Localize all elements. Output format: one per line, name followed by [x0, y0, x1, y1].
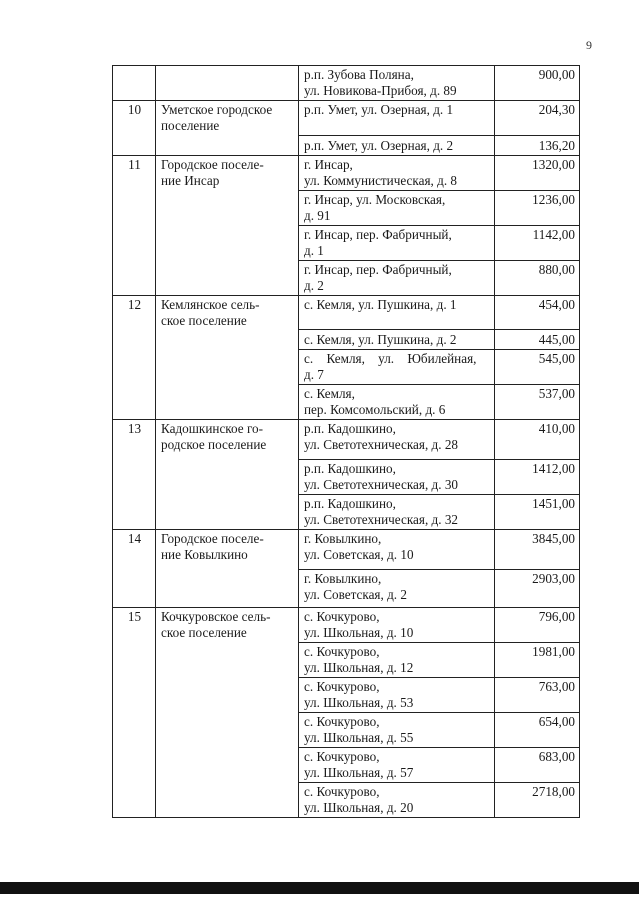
amount-cell: 654,00 [495, 713, 580, 748]
settlement-name [156, 420, 299, 530]
settlement-name [156, 101, 299, 156]
address-cell [299, 226, 495, 261]
table-row [113, 156, 580, 191]
settlement-line: ское поселение [161, 313, 247, 328]
address-line: ул. Коммунистическая, д. 8 [304, 173, 458, 188]
address-cell [299, 296, 495, 330]
address-line: ул. Светотехническая, д. 32 [304, 512, 459, 527]
address-cell [299, 748, 495, 783]
table-row [113, 420, 580, 460]
settlement-line: ское поселение [161, 625, 247, 640]
address-line: ул. Советская, д. 2 [304, 587, 407, 602]
amount-cell: 136,20 [495, 136, 580, 156]
address-cell [299, 783, 495, 818]
address-line: р.п. Кадошкино, [304, 421, 396, 436]
settlement-line: Уметское городское [161, 102, 273, 117]
amount-cell: 410,00 [495, 420, 580, 460]
settlement-line: Кемлянское сель- [161, 297, 260, 312]
address-line: ул. Светотехническая, д. 30 [304, 477, 459, 492]
address-cell [299, 156, 495, 191]
address-line: р.п. Умет, ул. Озерная, д. 2 [304, 138, 454, 153]
address-line: ул. Новикова-Прибоя, д. 89 [304, 83, 457, 98]
table-row [113, 296, 580, 330]
amount-cell: 2718,00 [495, 783, 580, 818]
address-line: р.п. Умет, ул. Озерная, д. 1 [304, 102, 454, 117]
row-number: 13 [113, 420, 156, 530]
address-line: р.п. Кадошкино, [304, 461, 396, 476]
address-line: ул. Школьная, д. 12 [304, 660, 414, 675]
address-line: с. Кочкурово, [304, 749, 380, 764]
settlement-line: Кадошкинское го- [161, 421, 264, 436]
address-cell [299, 643, 495, 678]
address-line: с. Кочкурово, [304, 714, 380, 729]
address-cell [299, 608, 495, 643]
amount-cell: 1412,00 [495, 460, 580, 495]
address-cell [299, 66, 495, 101]
table-row [113, 66, 580, 101]
address-line: ул. Школьная, д. 53 [304, 695, 414, 710]
address-cell [299, 570, 495, 608]
address-line: с. Кемля, ул. Юбилейная, [304, 351, 477, 366]
address-line: г. Инсар, [304, 157, 353, 172]
amount-cell: 683,00 [495, 748, 580, 783]
amount-cell: 1451,00 [495, 495, 580, 530]
scan-edge-bar [0, 882, 639, 894]
amount-cell: 537,00 [495, 385, 580, 420]
address-cell [299, 713, 495, 748]
table-row [113, 101, 580, 136]
amount-cell: 1981,00 [495, 643, 580, 678]
settlement-line: Городское поселе- [161, 157, 264, 172]
row-number: 10 [113, 101, 156, 156]
address-cell [299, 350, 495, 385]
address-line: д. 91 [304, 208, 331, 223]
settlement-line: поселение [161, 118, 220, 133]
address-line: г. Инсар, пер. Фабричный, [304, 227, 452, 242]
address-line: ул. Советская, д. 10 [304, 547, 414, 562]
address-cell [299, 261, 495, 296]
row-number: 14 [113, 530, 156, 608]
page-number: 9 [586, 38, 592, 52]
address-line: ул. Светотехническая, д. 28 [304, 437, 459, 452]
address-line: д. 7 [304, 367, 324, 382]
amount-cell: 545,00 [495, 350, 580, 385]
settlements-table [112, 65, 580, 818]
amount-cell: 880,00 [495, 261, 580, 296]
row-number: 15 [113, 608, 156, 818]
address-cell [299, 101, 495, 136]
settlement-name [156, 608, 299, 818]
address-cell [299, 495, 495, 530]
address-line: г. Ковылкино, [304, 531, 382, 546]
address-line: ул. Школьная, д. 10 [304, 625, 414, 640]
settlement-name [156, 296, 299, 420]
address-line: с. Кочкурово, [304, 784, 380, 799]
address-line: с. Кочкурово, [304, 609, 380, 624]
address-cell [299, 530, 495, 570]
address-line: ул. Школьная, д. 57 [304, 765, 414, 780]
settlement-line: Городское поселе- [161, 531, 264, 546]
address-line: р.п. Зубова Поляна, [304, 67, 414, 82]
address-line: с. Кемля, [304, 386, 355, 401]
amount-cell: 454,00 [495, 296, 580, 330]
amount-cell: 2903,00 [495, 570, 580, 608]
table-row [113, 530, 580, 570]
address-line: с. Кемля, ул. Пушкина, д. 2 [304, 332, 457, 347]
amount-cell: 900,00 [495, 66, 580, 101]
amount-cell: 1142,00 [495, 226, 580, 261]
row-number: 11 [113, 156, 156, 296]
amount-cell: 3845,00 [495, 530, 580, 570]
address-cell [299, 678, 495, 713]
address-line: ул. Школьная, д. 55 [304, 730, 414, 745]
amount-cell: 204,30 [495, 101, 580, 136]
amount-cell: 1320,00 [495, 156, 580, 191]
address-line: д. 1 [304, 243, 324, 258]
address-line: с. Кочкурово, [304, 679, 380, 694]
settlement-line: ние Инсар [161, 173, 220, 188]
address-line: г. Инсар, пер. Фабричный, [304, 262, 452, 277]
address-cell [299, 385, 495, 420]
address-line: ул. Школьная, д. 20 [304, 800, 414, 815]
address-line: пер. Комсомольский, д. 6 [304, 402, 446, 417]
row-number: 12 [113, 296, 156, 420]
address-line: д. 2 [304, 278, 324, 293]
settlement-name [156, 66, 299, 101]
amount-cell: 763,00 [495, 678, 580, 713]
amount-cell: 796,00 [495, 608, 580, 643]
address-line: р.п. Кадошкино, [304, 496, 396, 511]
settlement-name [156, 530, 299, 608]
row-number [113, 66, 156, 101]
settlement-line: ние Ковылкино [161, 547, 248, 562]
settlement-line: Кочкуровское сель- [161, 609, 271, 624]
address-cell [299, 330, 495, 350]
address-cell [299, 420, 495, 460]
address-cell [299, 460, 495, 495]
settlement-name [156, 156, 299, 296]
address-line: с. Кочкурово, [304, 644, 380, 659]
amount-cell: 445,00 [495, 330, 580, 350]
address-cell [299, 191, 495, 226]
settlement-line: родское поселение [161, 437, 267, 452]
address-line: г. Ковылкино, [304, 571, 382, 586]
amount-cell: 1236,00 [495, 191, 580, 226]
address-line: г. Инсар, ул. Московская, [304, 192, 446, 207]
address-line: с. Кемля, ул. Пушкина, д. 1 [304, 297, 457, 312]
address-cell [299, 136, 495, 156]
table-row [113, 608, 580, 643]
